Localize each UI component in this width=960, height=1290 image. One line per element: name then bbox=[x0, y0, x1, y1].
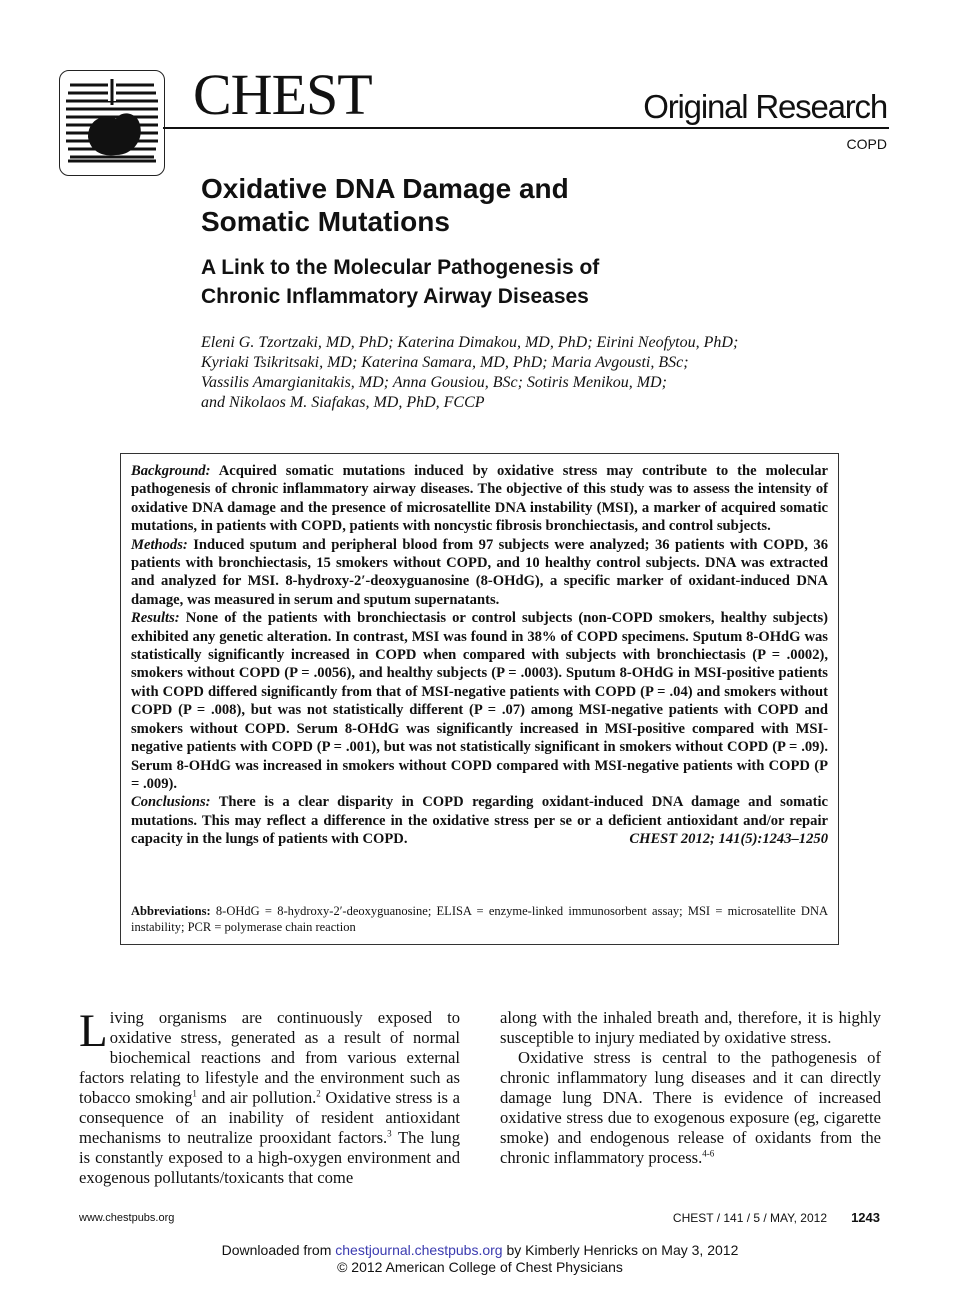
topic-label: COPD bbox=[846, 136, 887, 152]
author-line: Eleni G. Tzortzaki, MD, PhD; Katerina Dimakou, MD, PhD; Eirini Neofytou, PhD; bbox=[201, 334, 739, 351]
author-list bbox=[201, 333, 821, 413]
second-paragraph bbox=[500, 1048, 881, 1168]
reference-link[interactable]: 2 bbox=[316, 1088, 321, 1099]
body-column-left bbox=[79, 1005, 460, 1188]
download-prefix: Downloaded from bbox=[221, 1242, 336, 1258]
abstract-results bbox=[131, 609, 828, 793]
abbreviations bbox=[131, 903, 828, 935]
author-line: Vassilis Amargianitakis, MD; Anna Gousiou, BSc; Sotiris Menikou, MD; bbox=[201, 374, 667, 391]
results-text: None of the patients with bronchiectasis or control subjects (non-COPD smokers, healthy subjects) exhibited any genetic alteration. In contrast, MSI was found in 38% of COPD specimens. Sputum 8-OHdG was statistically significantly increased in COPD when compared with subjects with bronchiectasis (P = .0002), smokers without COPD (P = .0056), and healthy subjects (P = .0003). Sputum 8-OHdG in MSI-positive patients with COPD differed significantly from that of MSI-negative patients with COPD (P = .04) and smokers without COPD (P = .008), but was not statistically different (P = .07) among MSI-negative patients with COPD and smokers without COPD. Serum 8-OHdG was significantly increased in MSI-positive compared with MSI-negative patients with COPD (P = .001), but was not statistically significant in smokers without COPD (P = .09). Serum 8-OHdG was increased in smokers without COPD compared with MSI-negative patients with COPD (P = .009). bbox=[131, 610, 828, 792]
page-number: 1243 bbox=[851, 1210, 880, 1225]
reference-link[interactable]: 1 bbox=[192, 1088, 197, 1099]
methods-label: Methods: bbox=[131, 536, 188, 553]
background-text: Acquired somatic mutations induced by oxidative stress may contribute to the molecular pathogenesis of chronic inflammatory airway diseases. The objective of this study was to assess the intensity of oxidative DNA damage and the presence of microsatellite DNA instability (MSI), a marker of acquired somatic mutations, in patients with COPD, patients with noncystic fibrosis bronchiectasis, and control subjects. bbox=[131, 463, 829, 535]
lungs-logo-icon bbox=[60, 71, 164, 175]
conclusions-label: Conclusions: bbox=[131, 794, 211, 811]
body-text: Oxidative stress is central to the pathogenesis of chronic inflammatory lung diseases and it can directly damage lung DNA. There is evidence of increased oxidative stress due to exogenous exposure (eg, cigarette smoke) and endogenous release of oxidants from the chronic inflammatory process. bbox=[500, 1048, 881, 1167]
body-text: Oxidative stress is a consequence of an inability of resident antioxidant mechanisms to neutralize prooxidant factors. bbox=[79, 1088, 460, 1147]
results-label: Results: bbox=[131, 610, 180, 627]
copyright: © 2012 American College of Chest Physicians bbox=[337, 1259, 623, 1275]
section-title: Original Research bbox=[643, 88, 887, 125]
article-subtitle bbox=[201, 253, 761, 311]
abbreviations-text: 8-OHdG = 8-hydroxy-2′-deoxyguanosine; ELISA = enzyme-linked immunosorbent assay; MSI = microsatellite DNA instability; PCR = polymerase chain reaction bbox=[131, 904, 829, 934]
subtitle-line-2: Chronic Inflammatory Airway Diseases bbox=[201, 285, 589, 308]
title-line-1: Oxidative DNA Damage and bbox=[201, 173, 569, 204]
abstract-methods bbox=[131, 536, 828, 610]
footer-journal-info: CHEST / 141 / 5 / MAY, 2012 bbox=[672, 1211, 827, 1225]
article-title bbox=[201, 172, 721, 238]
abstract-background bbox=[131, 462, 828, 536]
citation: CHEST 2012; 141(5):1243–1250 bbox=[629, 831, 828, 848]
reference-link[interactable]: 3 bbox=[387, 1128, 392, 1139]
title-line-2: Somatic Mutations bbox=[201, 206, 450, 237]
body-column-right bbox=[500, 1008, 881, 1168]
abstract-conclusions bbox=[131, 793, 828, 848]
background-label: Background: bbox=[131, 463, 211, 479]
download-link[interactable]: chestjournal.chestpubs.org bbox=[335, 1242, 503, 1258]
footer-url[interactable]: www.chestpubs.org bbox=[79, 1212, 175, 1224]
author-line: and Nikolaos M. Siafakas, MD, PhD, FCCP bbox=[201, 394, 485, 411]
journal-brand: CHEST bbox=[193, 62, 372, 127]
download-suffix: by Kimberly Henricks on May 3, 2012 bbox=[502, 1242, 739, 1258]
abstract bbox=[131, 462, 828, 849]
intro-paragraph bbox=[79, 1005, 460, 1188]
subtitle-line-1: A Link to the Molecular Pathogenesis of bbox=[201, 256, 600, 279]
methods-text: Induced sputum and peripheral blood from 97 subjects were analyzed; 36 patients with COPD, 36 patients with bronchiectasis, 15 smokers without COPD, and 10 healthy control subjects. DNA was extracted and analyzed for MSI. 8-hydroxy-2′-deoxyguanosine (8-OHdG), a specific marker of oxidant-induced DNA damage, was measured in serum and sputum supernatants. bbox=[131, 536, 828, 608]
download-line bbox=[0, 1242, 960, 1259]
conclusions-text: There is a clear disparity in COPD regarding oxidant-induced DNA damage and somatic mutations. This may reflect a difference in the oxidative stress per se or a deficient antioxidant and/or repair capacity in the lungs of patients with COPD. bbox=[131, 794, 828, 848]
body-text: The lung is constantly exposed to a high-oxygen environment and exogenous pollutants/toxicants that come bbox=[79, 1128, 460, 1187]
abbreviations-label: Abbreviations: bbox=[131, 904, 211, 918]
body-text: iving organisms are continuously exposed to oxidative stress, generated as a result of normal biochemical reactions and from various external factors relating to lifestyle and the environment such as tobacco smoking bbox=[79, 1008, 460, 1107]
download-notice bbox=[0, 1242, 960, 1276]
body-text: and air pollution. bbox=[196, 1088, 317, 1107]
drop-cap: L bbox=[79, 1005, 108, 1057]
journal-logo bbox=[59, 70, 165, 176]
header-divider bbox=[163, 127, 889, 129]
author-line: Kyriaki Tsikritsaki, MD; Katerina Samara, MD, PhD; Maria Avgousti, BSc; bbox=[201, 354, 689, 371]
reference-link[interactable]: 4-6 bbox=[702, 1148, 715, 1159]
continued-paragraph: along with the inhaled breath and, therefore, it is highly susceptible to injury mediated by oxidative stress. bbox=[500, 1008, 881, 1047]
